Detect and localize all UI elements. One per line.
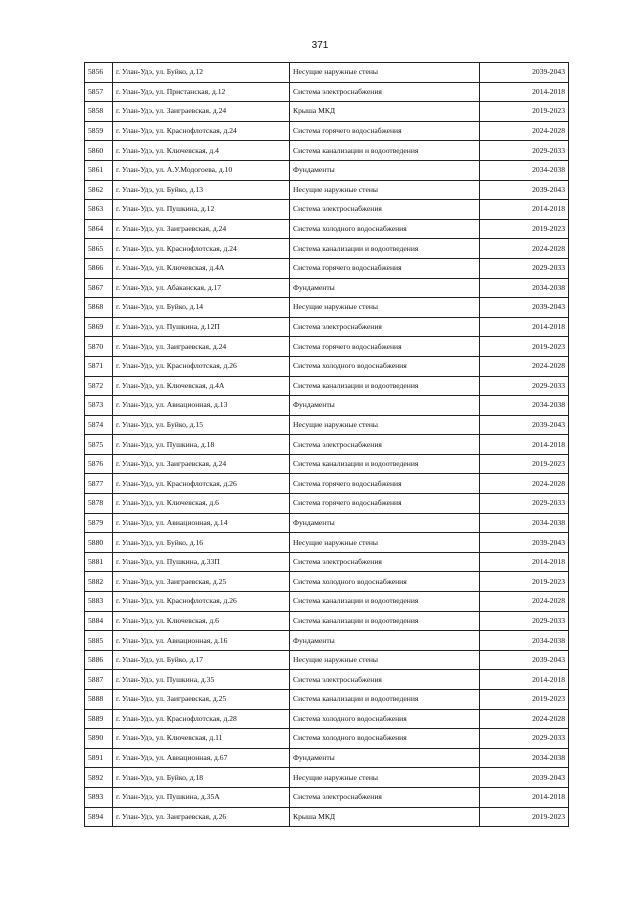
row-number-cell: 5863: [85, 200, 113, 220]
system-name-cell: Фундаменты: [290, 748, 480, 768]
row-number-cell: 5856: [85, 63, 113, 83]
row-number-cell: 5871: [85, 356, 113, 376]
address-cell: г. Улан-Удэ, ул. Авиационная, д.13: [113, 396, 290, 416]
address-cell: г. Улан-Удэ, ул. Краснофлотская, д.28: [113, 709, 290, 729]
repair-period-cell: 2024-2028: [480, 709, 569, 729]
address-cell: г. Улан-Удэ, ул. Краснофлотская, д.24: [113, 239, 290, 259]
address-cell: г. Улан-Удэ, ул. Буйко, д.12: [113, 63, 290, 83]
row-number-cell: 5859: [85, 121, 113, 141]
table-row: [85, 356, 569, 376]
row-number-cell: 5860: [85, 141, 113, 161]
address-cell: г. Улан-Удэ, ул. Буйко, д.14: [113, 298, 290, 318]
address-cell: г. Улан-Удэ, ул. А.У.Модогоева, д.10: [113, 160, 290, 180]
row-number-cell: 5883: [85, 592, 113, 612]
address-cell: г. Улан-Удэ, ул. Заиграевская, д.25: [113, 572, 290, 592]
table-row: [85, 258, 569, 278]
row-number-cell: 5867: [85, 278, 113, 298]
system-name-cell: Несущие наружные стены: [290, 63, 480, 83]
system-name-cell: Система канализации и водоотведения: [290, 239, 480, 259]
address-cell: г. Улан-Удэ, ул. Ключевская, д.11: [113, 729, 290, 749]
system-name-cell: Система горячего водоснабжения: [290, 337, 480, 357]
system-name-cell: Система холодного водоснабжения: [290, 572, 480, 592]
address-cell: г. Улан-Удэ, ул. Пушкина, д.33П: [113, 552, 290, 572]
address-cell: г. Улан-Удэ, ул. Краснофлотская, д.26: [113, 474, 290, 494]
table-row: [85, 631, 569, 651]
table-row: [85, 494, 569, 514]
repair-period-cell: 2029-2033: [480, 729, 569, 749]
table-row: [85, 219, 569, 239]
system-name-cell: Система электроснабжения: [290, 552, 480, 572]
system-name-cell: Система горячего водоснабжения: [290, 258, 480, 278]
system-name-cell: Система холодного водоснабжения: [290, 356, 480, 376]
table-row: [85, 415, 569, 435]
repair-period-cell: 2039-2043: [480, 298, 569, 318]
system-name-cell: Несущие наружные стены: [290, 533, 480, 553]
address-cell: г. Улан-Удэ, ул. Заиграевская, д.25: [113, 690, 290, 710]
repair-period-cell: 2034-2038: [480, 396, 569, 416]
repair-period-cell: 2039-2043: [480, 180, 569, 200]
repair-period-cell: 2034-2038: [480, 160, 569, 180]
repair-period-cell: 2039-2043: [480, 650, 569, 670]
address-cell: г. Улан-Удэ, ул. Буйко, д.18: [113, 768, 290, 788]
row-number-cell: 5892: [85, 768, 113, 788]
system-name-cell: Фундаменты: [290, 631, 480, 651]
table-row: [85, 200, 569, 220]
address-cell: г. Улан-Удэ, ул. Краснофлотская, д.24: [113, 121, 290, 141]
row-number-cell: 5894: [85, 807, 113, 827]
system-name-cell: Система холодного водоснабжения: [290, 219, 480, 239]
table-row: [85, 474, 569, 494]
table-row: [85, 690, 569, 710]
row-number-cell: 5893: [85, 787, 113, 807]
table-row: [85, 435, 569, 455]
repair-period-cell: 2024-2028: [480, 474, 569, 494]
table-row: [85, 317, 569, 337]
address-cell: г. Улан-Удэ, ул. Пушкина, д.12: [113, 200, 290, 220]
table-row: [85, 63, 569, 83]
table-row: [85, 552, 569, 572]
repair-period-cell: 2019-2023: [480, 219, 569, 239]
system-name-cell: Система канализации и водоотведения: [290, 141, 480, 161]
address-cell: г. Улан-Удэ, ул. Абаканская, д.17: [113, 278, 290, 298]
repair-period-cell: 2014-2018: [480, 670, 569, 690]
registry-table: [84, 62, 569, 827]
address-cell: г. Улан-Удэ, ул. Пристанская, д.12: [113, 82, 290, 102]
address-cell: г. Улан-Удэ, ул. Заиграевская, д.24: [113, 219, 290, 239]
repair-period-cell: 2034-2038: [480, 278, 569, 298]
table-row: [85, 376, 569, 396]
repair-period-cell: 2029-2033: [480, 258, 569, 278]
address-cell: г. Улан-Удэ, ул. Буйко, д.16: [113, 533, 290, 553]
system-name-cell: Система холодного водоснабжения: [290, 709, 480, 729]
system-name-cell: Система электроснабжения: [290, 317, 480, 337]
row-number-cell: 5875: [85, 435, 113, 455]
system-name-cell: Несущие наружные стены: [290, 180, 480, 200]
address-cell: г. Улан-Удэ, ул. Пушкина, д.12П: [113, 317, 290, 337]
page-number: 371: [311, 40, 329, 51]
address-cell: г. Улан-Удэ, ул. Пушкина, д.35А: [113, 787, 290, 807]
address-cell: г. Улан-Удэ, ул. Краснофлотская, д.26: [113, 356, 290, 376]
system-name-cell: Фундаменты: [290, 396, 480, 416]
table-row: [85, 670, 569, 690]
repair-period-cell: 2034-2038: [480, 631, 569, 651]
row-number-cell: 5861: [85, 160, 113, 180]
system-name-cell: Система электроснабжения: [290, 82, 480, 102]
system-name-cell: Крыша МКД: [290, 102, 480, 122]
row-number-cell: 5886: [85, 650, 113, 670]
system-name-cell: Система канализации и водоотведения: [290, 611, 480, 631]
registry-table-body: [85, 63, 569, 827]
system-name-cell: Система холодного водоснабжения: [290, 729, 480, 749]
repair-period-cell: 2039-2043: [480, 415, 569, 435]
system-name-cell: Несущие наружные стены: [290, 768, 480, 788]
system-name-cell: Несущие наружные стены: [290, 298, 480, 318]
row-number-cell: 5874: [85, 415, 113, 435]
table-row: [85, 396, 569, 416]
address-cell: г. Улан-Удэ, ул. Ключевская, д.6: [113, 611, 290, 631]
table-row: [85, 729, 569, 749]
system-name-cell: Система электроснабжения: [290, 435, 480, 455]
repair-period-cell: 2019-2023: [480, 102, 569, 122]
table-row: [85, 102, 569, 122]
repair-period-cell: 2014-2018: [480, 82, 569, 102]
table-row: [85, 160, 569, 180]
table-row: [85, 748, 569, 768]
table-row: [85, 82, 569, 102]
system-name-cell: Система канализации и водоотведения: [290, 592, 480, 612]
repair-period-cell: 2019-2023: [480, 337, 569, 357]
row-number-cell: 5864: [85, 219, 113, 239]
address-cell: г. Улан-Удэ, ул. Авиационная, д.14: [113, 513, 290, 533]
row-number-cell: 5858: [85, 102, 113, 122]
row-number-cell: 5857: [85, 82, 113, 102]
table-row: [85, 787, 569, 807]
row-number-cell: 5868: [85, 298, 113, 318]
address-cell: г. Улан-Удэ, ул. Ключевская, д.6: [113, 494, 290, 514]
row-number-cell: 5876: [85, 454, 113, 474]
table-row: [85, 121, 569, 141]
row-number-cell: 5888: [85, 690, 113, 710]
repair-period-cell: 2039-2043: [480, 63, 569, 83]
row-number-cell: 5862: [85, 180, 113, 200]
repair-period-cell: 2014-2018: [480, 317, 569, 337]
system-name-cell: Система электроснабжения: [290, 787, 480, 807]
table-row: [85, 709, 569, 729]
row-number-cell: 5879: [85, 513, 113, 533]
row-number-cell: 5885: [85, 631, 113, 651]
repair-period-cell: 2024-2028: [480, 592, 569, 612]
repair-period-cell: 2029-2033: [480, 376, 569, 396]
table-row: [85, 572, 569, 592]
repair-period-cell: 2019-2023: [480, 690, 569, 710]
repair-period-cell: 2039-2043: [480, 533, 569, 553]
address-cell: г. Улан-Удэ, ул. Авиационная, д.67: [113, 748, 290, 768]
address-cell: г. Улан-Удэ, ул. Буйко, д.13: [113, 180, 290, 200]
address-cell: г. Улан-Удэ, ул. Заиграевская, д.24: [113, 337, 290, 357]
row-number-cell: 5865: [85, 239, 113, 259]
system-name-cell: Фундаменты: [290, 278, 480, 298]
address-cell: г. Улан-Удэ, ул. Ключевская, д.4А: [113, 258, 290, 278]
row-number-cell: 5887: [85, 670, 113, 690]
system-name-cell: Несущие наружные стены: [290, 650, 480, 670]
row-number-cell: 5873: [85, 396, 113, 416]
row-number-cell: 5878: [85, 494, 113, 514]
address-cell: г. Улан-Удэ, ул. Буйко, д.15: [113, 415, 290, 435]
system-name-cell: Система канализации и водоотведения: [290, 690, 480, 710]
repair-period-cell: 2019-2023: [480, 572, 569, 592]
repair-period-cell: 2019-2023: [480, 807, 569, 827]
table-row: [85, 454, 569, 474]
address-cell: г. Улан-Удэ, ул. Буйко, д.17: [113, 650, 290, 670]
repair-period-cell: 2014-2018: [480, 552, 569, 572]
row-number-cell: 5870: [85, 337, 113, 357]
address-cell: г. Улан-Удэ, ул. Авиационная, д.16: [113, 631, 290, 651]
system-name-cell: Система канализации и водоотведения: [290, 376, 480, 396]
row-number-cell: 5877: [85, 474, 113, 494]
row-number-cell: 5889: [85, 709, 113, 729]
row-number-cell: 5882: [85, 572, 113, 592]
table-row: [85, 141, 569, 161]
system-name-cell: Система горячего водоснабжения: [290, 121, 480, 141]
row-number-cell: 5869: [85, 317, 113, 337]
repair-period-cell: 2039-2043: [480, 768, 569, 788]
repair-period-cell: 2024-2028: [480, 356, 569, 376]
repair-period-cell: 2014-2018: [480, 435, 569, 455]
address-cell: г. Улан-Удэ, ул. Пушкина, д.35: [113, 670, 290, 690]
address-cell: г. Улан-Удэ, ул. Заиграевская, д.24: [113, 102, 290, 122]
row-number-cell: 5881: [85, 552, 113, 572]
system-name-cell: Фундаменты: [290, 160, 480, 180]
system-name-cell: Система горячего водоснабжения: [290, 494, 480, 514]
table-row: [85, 337, 569, 357]
table-row: [85, 239, 569, 259]
table-row: [85, 768, 569, 788]
repair-period-cell: 2024-2028: [480, 121, 569, 141]
address-cell: г. Улан-Удэ, ул. Ключевская, д.4А: [113, 376, 290, 396]
table-row: [85, 278, 569, 298]
table-row: [85, 180, 569, 200]
repair-period-cell: 2014-2018: [480, 200, 569, 220]
repair-period-cell: 2014-2018: [480, 787, 569, 807]
table-row: [85, 533, 569, 553]
table-row: [85, 611, 569, 631]
repair-period-cell: 2029-2033: [480, 611, 569, 631]
system-name-cell: Система горячего водоснабжения: [290, 474, 480, 494]
system-name-cell: Крыша МКД: [290, 807, 480, 827]
repair-period-cell: 2029-2033: [480, 494, 569, 514]
system-name-cell: Фундаменты: [290, 513, 480, 533]
repair-period-cell: 2024-2028: [480, 239, 569, 259]
table-row: [85, 650, 569, 670]
system-name-cell: Система канализации и водоотведения: [290, 454, 480, 474]
row-number-cell: 5872: [85, 376, 113, 396]
row-number-cell: 5891: [85, 748, 113, 768]
system-name-cell: Несущие наружные стены: [290, 415, 480, 435]
address-cell: г. Улан-Удэ, ул. Заиграевская, д.26: [113, 807, 290, 827]
address-cell: г. Улан-Удэ, ул. Ключевская, д.4: [113, 141, 290, 161]
address-cell: г. Улан-Удэ, ул. Пушкина, д.18: [113, 435, 290, 455]
row-number-cell: 5866: [85, 258, 113, 278]
repair-period-cell: 2034-2038: [480, 748, 569, 768]
address-cell: г. Улан-Удэ, ул. Заиграевская, д.24: [113, 454, 290, 474]
row-number-cell: 5890: [85, 729, 113, 749]
row-number-cell: 5880: [85, 533, 113, 553]
table-row: [85, 298, 569, 318]
table-row: [85, 807, 569, 827]
row-number-cell: 5884: [85, 611, 113, 631]
system-name-cell: Система электроснабжения: [290, 670, 480, 690]
table-row: [85, 592, 569, 612]
repair-period-cell: 2029-2033: [480, 141, 569, 161]
table-row: [85, 513, 569, 533]
system-name-cell: Система электроснабжения: [290, 200, 480, 220]
repair-period-cell: 2019-2023: [480, 454, 569, 474]
address-cell: г. Улан-Удэ, ул. Краснофлотская, д.26: [113, 592, 290, 612]
repair-period-cell: 2034-2038: [480, 513, 569, 533]
